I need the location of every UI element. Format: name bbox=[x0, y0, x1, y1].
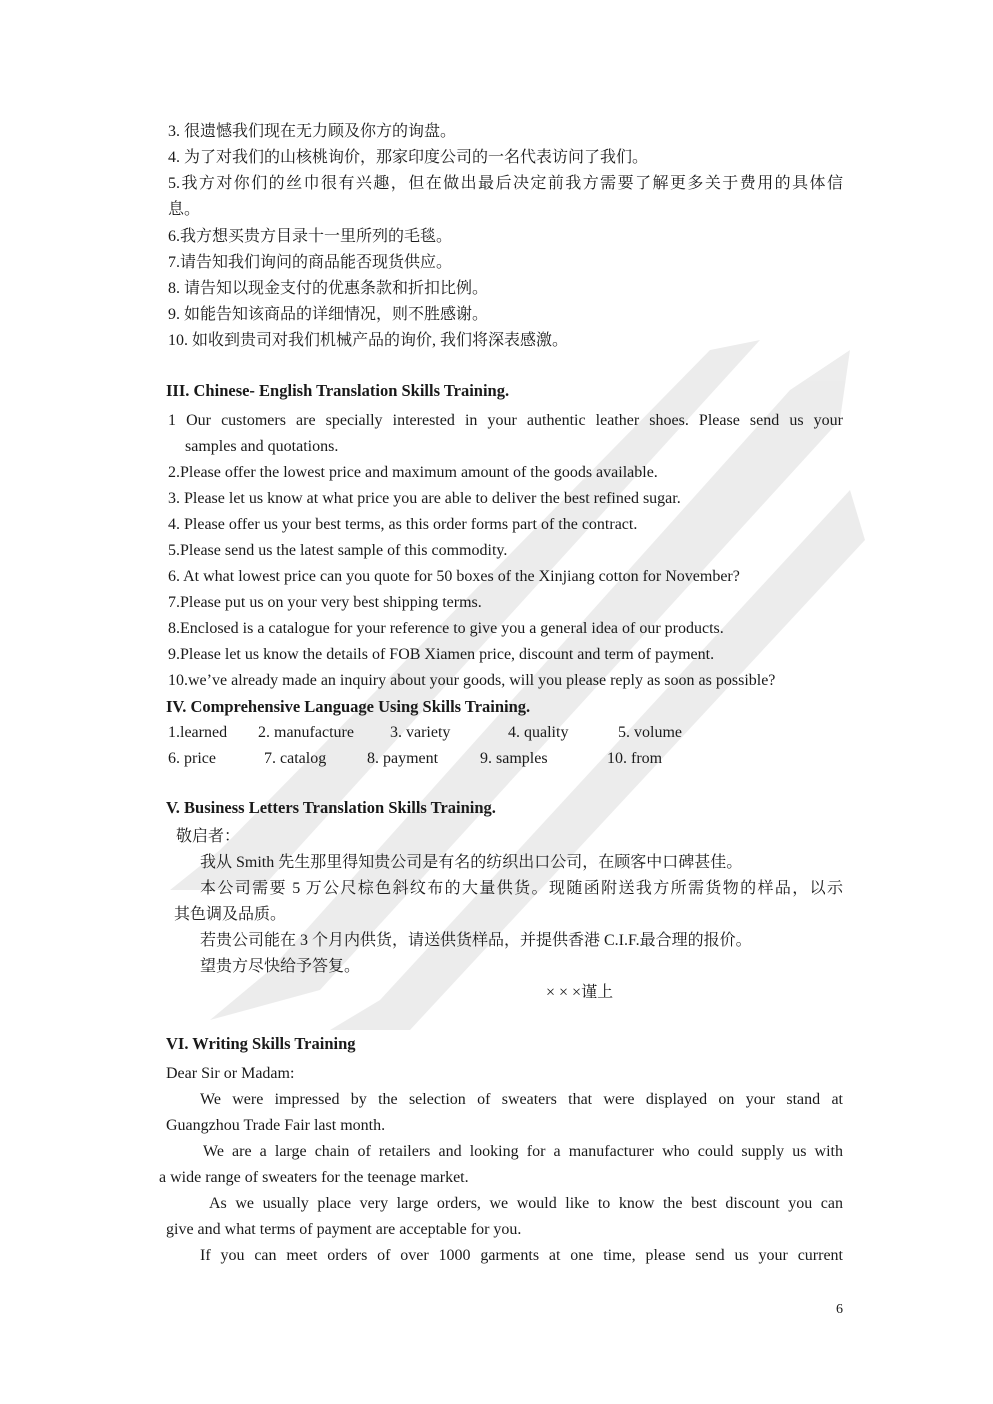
letter-line: Guangzhou Trade Fair last month. bbox=[166, 1117, 386, 1134]
section3-item: 8.Enclosed is a catalogue for your reference to give you a general idea of our products. bbox=[168, 620, 724, 637]
section6-heading: VI. Writing Skills Training bbox=[166, 1034, 356, 1053]
section5-heading: V. Business Letters Translation Skills Training. bbox=[166, 798, 496, 817]
letter-line: 本公司需要 5 万公尺棕色斜纹布的大量供货。现随函附送我方所需货物的样品，以示 bbox=[200, 880, 843, 897]
answer-item: 10. from bbox=[607, 750, 663, 767]
letter-line: 我从 Smith 先生那里得知贵公司是有名的纺织出口公司，在顾客中口碑甚佳。 bbox=[200, 854, 743, 871]
section2-item: 10. 如收到贵司对我们机械产品的询价, 我们将深表感激。 bbox=[168, 332, 569, 349]
answer-item: 3. variety bbox=[390, 724, 451, 741]
answer-item: 1.learned bbox=[168, 724, 228, 741]
answer-item: 4. quality bbox=[508, 724, 569, 741]
letter-line: As we usually place very large orders, we would like to know the best discount you can bbox=[209, 1195, 843, 1212]
section3-item: 6. At what lowest price can you quote for 50 boxes of the Xinjiang cotton for November? bbox=[168, 568, 740, 585]
letter-line: 望贵方尽快给予答复。 bbox=[200, 958, 361, 975]
section2-item: 息。 bbox=[168, 201, 201, 218]
section2-item: 4. 为了对我们的山核桃询价，那家印度公司的一名代表访问了我们。 bbox=[168, 149, 649, 166]
section3-item: 7.Please put us on your very best shipping terms. bbox=[168, 594, 482, 611]
page-number: 6 bbox=[836, 1302, 843, 1317]
section2-item: 7.请告知我们询问的商品能否现货供应。 bbox=[168, 254, 453, 271]
letter-signature: × × ×谨上 bbox=[546, 984, 614, 1001]
letter-line: If you can meet orders of over 1000 garments at one time, please send us your current bbox=[200, 1247, 843, 1264]
section3-item: 3. Please let us know at what price you are able to deliver the best refined sugar. bbox=[168, 490, 681, 507]
section3-item: 5.Please send us the latest sample of this commodity. bbox=[168, 542, 508, 559]
letter-line: 其色调及品质。 bbox=[174, 906, 287, 923]
answer-item: 9. samples bbox=[480, 750, 548, 767]
section2-item: 6.我方想买贵方目录十一里所列的毛毯。 bbox=[168, 228, 453, 245]
section3-item: 10.we’ve already made an inquiry about your goods, will you please reply as soon as possible? bbox=[168, 672, 776, 689]
letter-salutation: Dear Sir or Madam: bbox=[166, 1065, 295, 1082]
letter-line: a wide range of sweaters for the teenage market. bbox=[159, 1169, 469, 1186]
section3-item: 9.Please let us know the details of FOB Xiamen price, discount and term of payment. bbox=[168, 646, 715, 663]
section3-item: 2.Please offer the lowest price and maximum amount of the goods available. bbox=[168, 464, 658, 481]
answer-item: 5. volume bbox=[618, 724, 682, 741]
letter-line: We were impressed by the selection of sweaters that were displayed on your stand at bbox=[200, 1091, 843, 1108]
section3-item: 1 Our customers are specially interested in your authentic leather shoes. Please send us your bbox=[168, 412, 843, 429]
letter-line: We are a large chain of retailers and looking for a manufacturer who could supply us with bbox=[203, 1143, 843, 1160]
answer-item: 8. payment bbox=[367, 750, 439, 767]
section2-item: 3. 很遗憾我们现在无力顾及你方的询盘。 bbox=[168, 123, 457, 140]
answer-item: 2. manufacture bbox=[258, 724, 354, 741]
section4-heading: IV. Comprehensive Language Using Skills Training. bbox=[166, 697, 531, 716]
answer-item: 6. price bbox=[168, 750, 216, 767]
section2-item: 8. 请告知以现金支付的优惠条款和折扣比例。 bbox=[168, 280, 489, 297]
section2-item: 5.我方对你们的丝巾很有兴趣，但在做出最后决定前我方需要了解更多关于费用的具体信 bbox=[168, 175, 843, 192]
letter-line: give and what terms of payment are acceptable for you. bbox=[166, 1221, 522, 1238]
section3-item: 4. Please offer us your best terms, as this order forms part of the contract. bbox=[168, 516, 638, 533]
section3-heading: III. Chinese- English Translation Skills Training. bbox=[166, 381, 510, 400]
section3-item: samples and quotations. bbox=[185, 438, 339, 455]
letter-salutation: 敬启者： bbox=[176, 828, 241, 845]
letter-line: 若贵公司能在 3 个月内供货，请送供货样品，并提供香港 C.I.F.最合理的报价。 bbox=[200, 932, 752, 949]
answer-item: 7. catalog bbox=[264, 750, 327, 767]
section2-item: 9. 如能告知该商品的详细情况，则不胜感谢。 bbox=[168, 306, 489, 323]
